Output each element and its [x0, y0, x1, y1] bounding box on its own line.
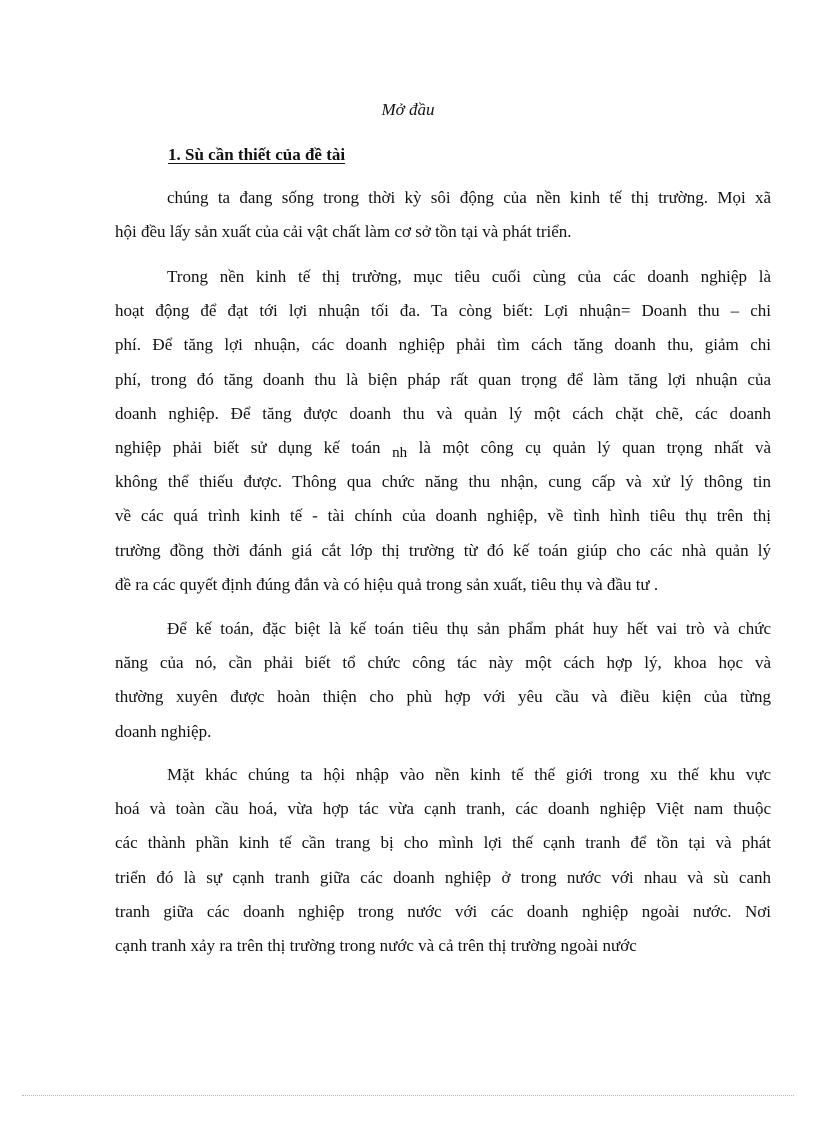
- text-line: triển đó là sự cạnh tranh giữa các doanh nghiệp ở trong nước với nhau và sù canh: [115, 867, 771, 887]
- page-bottom-divider: [22, 1095, 794, 1096]
- text-fragment: là một công cụ quản lý quan trọng nhất và: [418, 437, 771, 457]
- paragraph-1: [115, 181, 771, 249]
- text-line: về các quá trình kinh tế - tài chính của doanh nghiệp, về tình hình tiêu thụ trên thị: [115, 506, 771, 526]
- text-line: chúng ta đang sống trong thời kỳ sôi động của nền kinh tế thị trường. Mọi xã: [167, 188, 771, 207]
- text-line: Trong nền kinh tế thị trường, mục tiêu cuối cùng của các doanh nghiệp là: [167, 267, 771, 286]
- text-line: cạnh tranh xảy ra trên thị trường trong nước và cả trên thị trường ngoài nước: [115, 935, 637, 955]
- subscript-text: nh: [392, 444, 408, 461]
- text-line: Mặt khác chúng ta hội nhập vào nền kinh tế thế giới trong xu thế khu vực: [167, 765, 771, 784]
- text-line: doanh nghiệp. Để tăng được doanh thu và quản lý một cách chặt chẽ, các doanh: [115, 403, 771, 423]
- text-line: hoạt động để đạt tới lợi nhuận tối đa. Ta còng biết: Lợi nhuận= Doanh thu – chi: [115, 301, 771, 321]
- text-line: đề ra các quyết định đúng đắn và có hiệu quả trong sản xuất, tiêu thụ và đầu tư .: [115, 574, 659, 594]
- text-line: thường xuyên được hoàn thiện cho phù hợp với yêu cầu và điều kiện của từng: [115, 687, 771, 707]
- text-line: trường đồng thời đánh giá cắt lớp thị trường từ đó kế toán giúp cho các nhà quản lý: [115, 540, 771, 560]
- paragraph-3: [115, 612, 771, 749]
- text-line: tranh giữa các doanh nghiệp trong nước với các doanh nghiệp ngoài nước. Nơi: [115, 901, 771, 921]
- text-line: doanh nghiệp.: [115, 721, 212, 741]
- text-line: năng của nó, cần phải biết tổ chức công tác này một cách hợp lý, khoa học và: [115, 653, 771, 673]
- section-title: 1. Sù cần thiết của đề tài: [168, 145, 346, 164]
- text-line: Để kế toán, đặc biệt là kế toán tiêu thụ sản phẩm phát huy hết vai trò và chức: [167, 619, 771, 638]
- text-line: các thành phần kinh tế cần trang bị cho mình lợi thế cạnh tranh để tồn tại và phát: [115, 833, 771, 853]
- text-line: không thể thiếu được. Thông qua chức năng thu nhận, cung cấp và xử lý thông tin: [115, 472, 771, 492]
- text-line: phí. Để tăng lợi nhuận, các doanh nghiệp phải tìm cách tăng doanh thu, giảm chi: [115, 335, 771, 355]
- text-fragment: nghiệp phải biết sử dụng kế toán: [115, 437, 381, 457]
- paragraph-4: [115, 758, 771, 963]
- text-line: hội đều lấy sản xuất của cải vật chất làm cơ sở tồn tại và phát triển.: [115, 222, 572, 242]
- paragraph-2: [115, 260, 771, 602]
- page-heading: Mở đầu: [381, 100, 435, 119]
- text-line: hoá và toàn cầu hoá, vừa hợp tác vừa cạnh tranh, các doanh nghiệp Việt nam thuộc: [115, 799, 771, 819]
- text-line: phí, trong đó tăng doanh thu là biện pháp rất quan trọng để làm tăng lợi nhuận của: [115, 369, 771, 389]
- text-line-with-subscript: [115, 431, 771, 465]
